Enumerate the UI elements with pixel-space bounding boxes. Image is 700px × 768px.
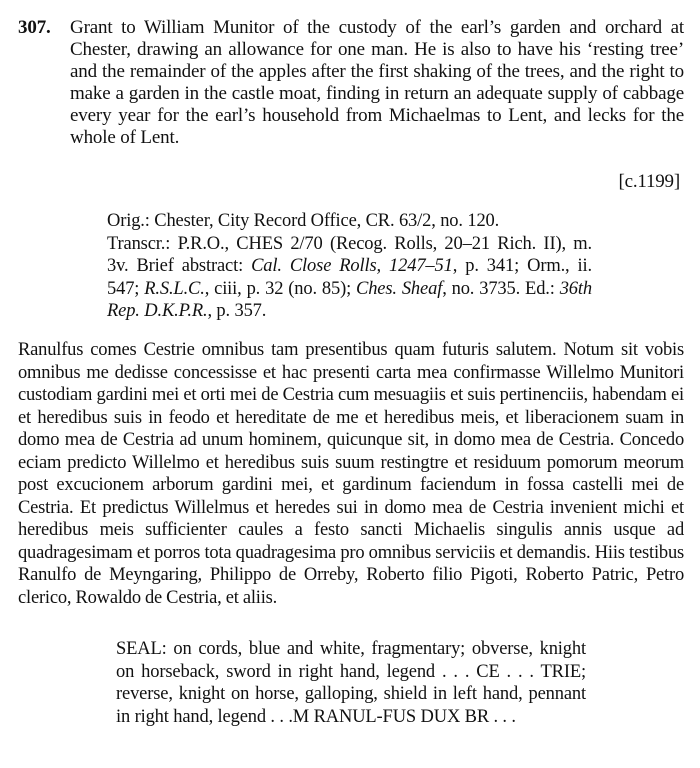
original-source: Orig.: Chester, City Record Office, CR. 63/2, no. 120.	[107, 211, 500, 231]
entry-number: 307.	[18, 17, 51, 38]
entry-summary: Grant to William Munitor of the custody of the earl’s garden and orchard at Chester, drawing an allowance for one man. He is also to have his ‘resting tree’ and the remainder of the apples after the first shaking of the trees, and the right to make a garden in the castle moat, finding in return an adequate supply of cabbage every year for the earl’s household from Michaelmas to Lent, and lecks for the whole of Lent.	[70, 17, 684, 148]
sources-block	[107, 210, 592, 323]
transcription-text-a: Transcr.: P.R.O., CHES 2/70 (Recog. Rolls, 20–21 Rich. II), m. 3v. Brief abstract:	[107, 233, 592, 276]
entry-date: [c.1199]	[618, 171, 680, 192]
calendar-close-rolls-title: Cal. Close Rolls, 1247–51	[251, 256, 453, 276]
transcription-text-c: , ciii, p. 32 (no. 85);	[204, 278, 357, 299]
seal-description: SEAL: on cords, blue and white, fragmentary; obverse, knight on horseback, sword in right hand, legend . . . CE . . . TRIE; reverse, knight on horse, galloping, shield in left hand, pennant in right hand, legend . . .M RANUL-FUS DUX BR . . .	[116, 639, 586, 727]
rslc-title: R.S.L.C.	[144, 278, 205, 299]
transcription-text-d: , no. 3735. Ed.:	[442, 278, 560, 299]
latin-charter-text: Ranulfus comes Cestrie omnibus tam presentibus quam futuris salutem. Notum sit vobis omnibus me dedisse concessisse et hac presenti carta mea confirmasse Willelmo Munitori custodiam gardini mei et orti mei de Cestria cum mesuagiis et suis pertinenciis, habendam ei et heredibus suis in feodo et hereditate de me et heredibus meis, et liberacionem suam in domo mea de Cestria ad unum hominem, quicunque sit, in domo mea de Cestria. Concedo eciam predicto Willelmo et heredibus suis suum restingtre et residuum pomorum meorum post excucionem arborum gardini mei, et gardinum faciendum in fossa castelli mei de Cestria. Et predictus Willelmus et heredes sui in domo mea de Cestria invenient michi et heredibus meis sufficienter caules a festo sancti Michaelis singulis annis usque ad quadragesimam et porros tota quadragesima pro omnibus serviciis et demandis. Hiis testibus Ranulfo de Meyngaring, Philippo de Orreby, Roberto filio Pigoti, Roberto Patric, Petro clerico, Rowaldo de Cestria, et aliis.	[18, 340, 684, 608]
transcription-text-e: , p. 357.	[207, 301, 267, 321]
transcription-text-b: , p. 341; Orm., ii. 547;	[107, 256, 592, 299]
cheshire-sheaf-title: Ches. Sheaf	[356, 278, 443, 299]
dkpr-title: 36th Rep. D.K.P.R.	[107, 278, 592, 321]
entry-header	[18, 17, 684, 149]
